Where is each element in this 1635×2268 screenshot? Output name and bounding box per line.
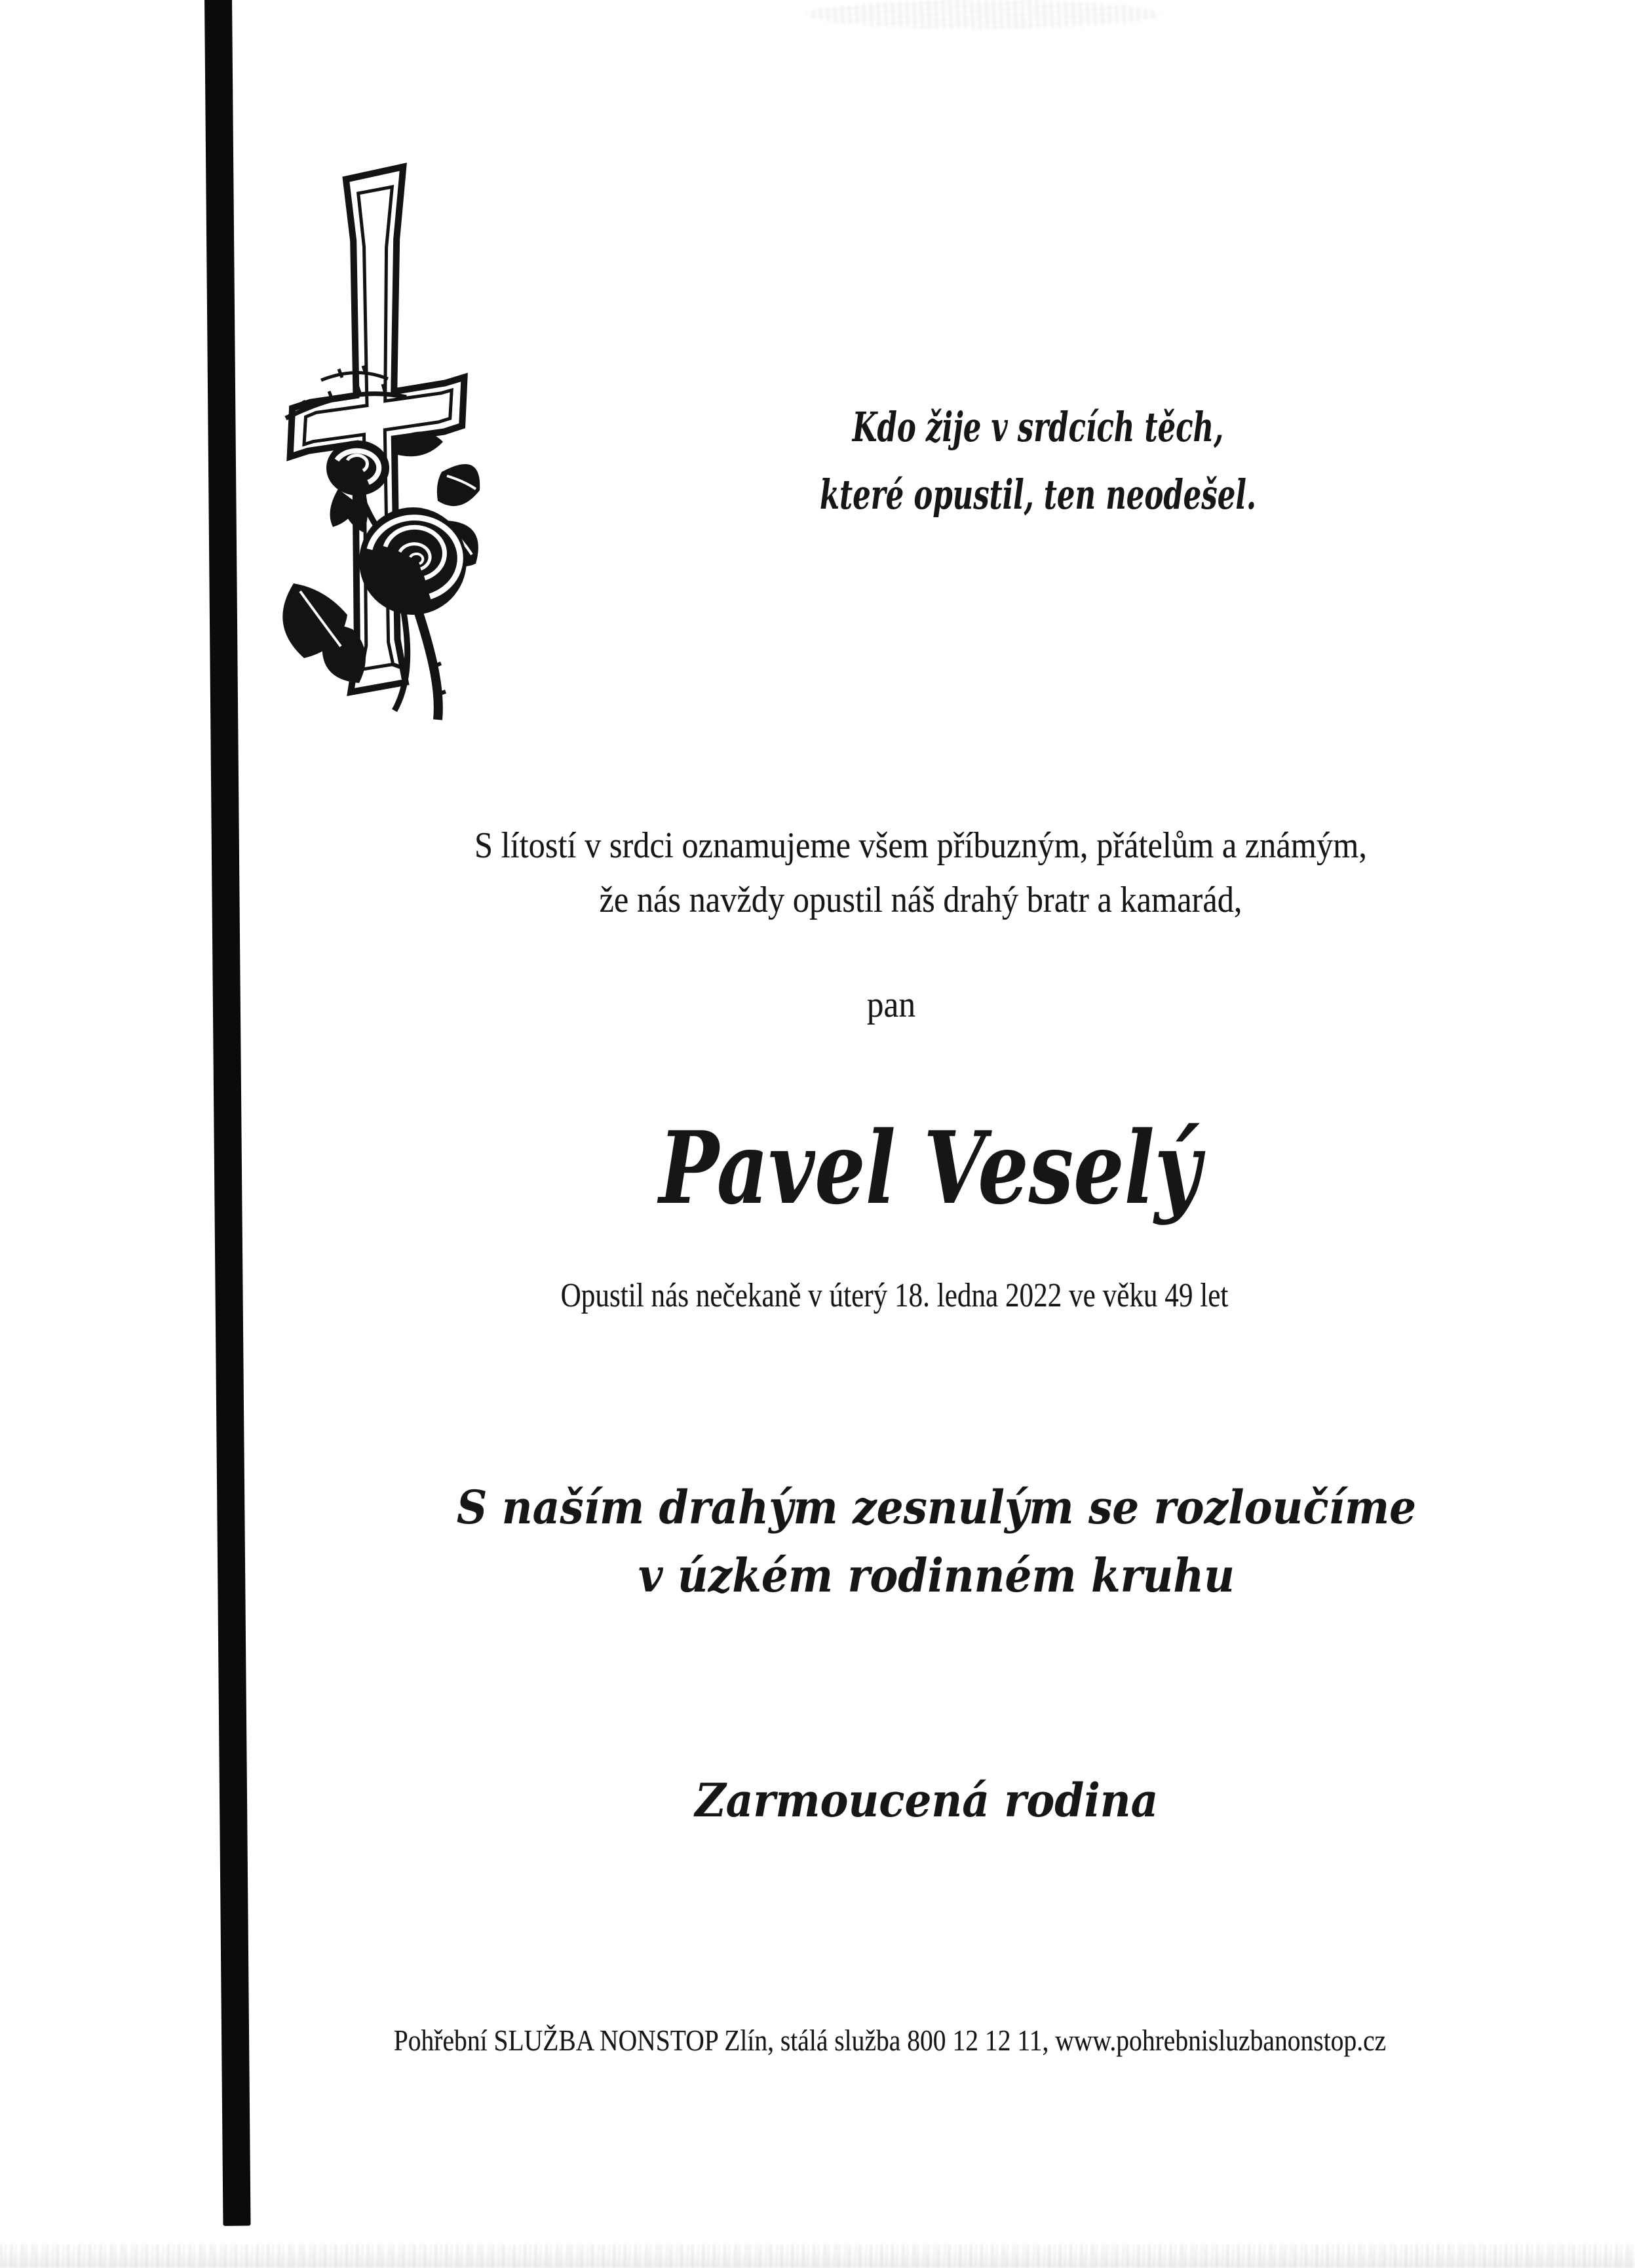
memorial-quote — [717, 393, 1359, 528]
closing-signature-text: Zarmoucená rodina — [695, 1773, 1159, 1828]
funeral-service-footer — [270, 2025, 1510, 2056]
deceased-name: Pavel Veselý — [659, 1109, 1201, 1226]
farewell-text — [273, 1474, 1600, 1610]
closing-signature — [263, 1773, 1590, 1828]
funeral-service-footer-text: Pohřební SLUŽBA NONSTOP Zlín, stálá služba 800 12 12 11, www.pohrebnisluzbanonstop.cz — [393, 2024, 1387, 2057]
passing-info — [296, 1274, 1493, 1317]
farewell-line-2: v úzkém rodinném kruhu — [638, 1548, 1235, 1603]
salutation — [228, 987, 1554, 1023]
farewell-line-1: S naším drahým zesnulým se rozloučíme — [456, 1480, 1417, 1535]
cross-rose-icon — [282, 161, 486, 730]
scan-noise-bottom — [0, 2244, 1635, 2268]
announcement-line-1: S lítostí v srdci oznamujeme všem příbuzným, přátelům a známým, — [474, 825, 1367, 866]
announcement-text — [272, 819, 1569, 928]
announcement-line-2: že nás navždy opustil náš drahý bratr a kamarád, — [599, 880, 1242, 920]
scan-edge-bar — [204, 0, 250, 2226]
salutation-text: pan — [866, 985, 916, 1025]
quote-line-1: Kdo žije v srdcích těch, — [852, 403, 1224, 451]
scan-noise-top — [806, 0, 1160, 29]
quote-line-2: které opustil, ten neodešel. — [820, 471, 1256, 518]
passing-info-text: Opustil nás nečekaně v úterý 18. ledna 2022 ve věku 49 let — [560, 1277, 1229, 1314]
